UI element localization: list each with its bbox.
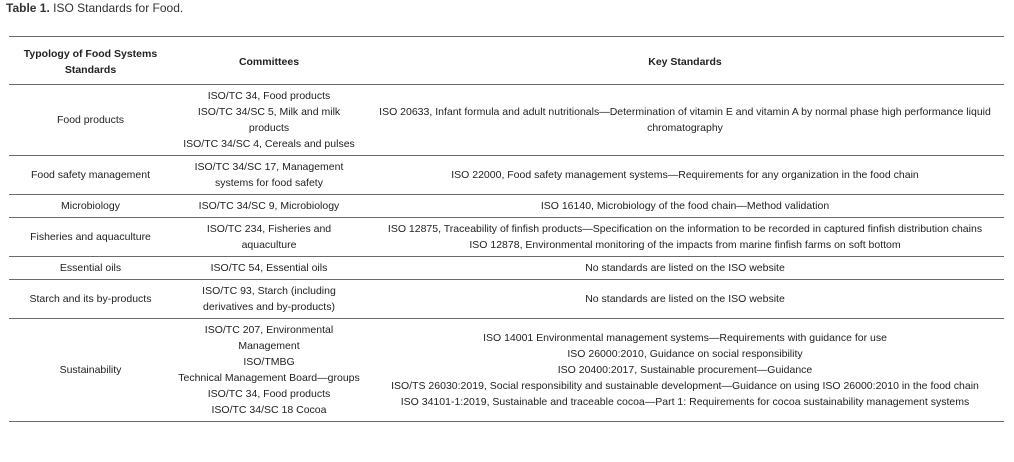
table-row [9,195,1004,218]
standard-line: ISO 14001 Environmental management systems—Requirements with guidance for use [483,332,887,344]
committee-line: ISO/TC 34/SC 4, Cereals and pulses [183,138,355,150]
typology-cell: Food products [9,85,172,156]
standard-line: No standards are listed on the ISO website [585,262,785,274]
committee-line: ISO/TC 207, Environmental Management [204,324,334,352]
standard-line: ISO/TS 26030:2019, Social responsibility and sustainable development—Guidance on using ISO 26000:2010 in the food chain [391,380,979,392]
committees-cell [172,319,366,422]
table-row [9,280,1004,319]
key-standards-cell [366,280,1004,319]
standard-line: ISO 34101-1:2019, Sustainable and traceable cocoa—Part 1: Requirements for cocoa sustainability management systems [400,396,970,408]
standard-line: No standards are listed on the ISO website [585,293,785,305]
standard-line: ISO 22000, Food safety management systems—Requirements for any organization in the food chain [451,169,919,181]
committee-line: ISO/TC 54, Essential oils [210,262,328,274]
table-row [9,257,1004,280]
typology-cell: Sustainability [9,319,172,422]
standard-line: ISO 12875, Traceability of finfish products—Specification on the information to be recorded in captured finfish distribution chains [387,223,983,235]
committee-line: ISO/TC 34/SC 17, Management systems for food safety [194,161,344,189]
standard-line: ISO 20400:2017, Sustainable procurement—Guidance [557,364,813,376]
standard-line: ISO 16140, Microbiology of the food chain—Method validation [540,200,830,212]
typology-cell: Starch and its by-products [9,280,172,319]
key-standards-cell [366,156,1004,195]
committee-line: ISO/TC 34/SC 9, Microbiology [198,200,340,212]
standard-line: ISO 26000:2010, Guidance on social responsibility [567,348,803,360]
typology-cell: Essential oils [9,257,172,280]
table-row [9,156,1004,195]
header-key-standards: Key Standards [366,37,1004,85]
standard-line: ISO 20633, Infant formula and adult nutritionals—Determination of vitamin E and vitamin A by normal phase high performance liquid chromatography [379,106,991,134]
typology-cell: Microbiology [9,195,172,218]
committees-cell [172,156,366,195]
committees-cell [172,195,366,218]
table-header-row [9,37,1004,85]
iso-standards-table [9,36,1004,422]
committees-cell [172,85,366,156]
committee-line: ISO/TC 34/SC 5, Milk and milk products [197,106,341,134]
standard-line: ISO 12878, Environmental monitoring of the impacts from marine finfish farms on soft bottom [469,239,901,251]
committee-line: ISO/TC 234, Fisheries and aquaculture [206,223,332,251]
table-row [9,218,1004,257]
committee-line: Technical Management Board—groups [178,372,360,384]
key-standards-cell [366,195,1004,218]
table-row [9,319,1004,422]
committees-cell [172,280,366,319]
key-standards-cell [366,85,1004,156]
table-caption-text: ISO Standards for Food. [53,1,184,15]
committee-line: ISO/TC 34, Food products [207,388,331,400]
committee-line: ISO/TC 93, Starch (including derivatives and by-products) [202,285,336,313]
committees-cell [172,257,366,280]
key-standards-cell [366,319,1004,422]
table-caption-label: Table 1. [6,1,50,15]
typology-cell: Fisheries and aquaculture [9,218,172,257]
header-committees: Committees [172,37,366,85]
committees-cell [172,218,366,257]
committee-line: ISO/TC 34/SC 18 Cocoa [211,404,327,416]
table-caption [6,1,183,16]
key-standards-cell [366,257,1004,280]
table-row [9,85,1004,156]
committee-line: ISO/TMBG [243,356,295,368]
header-typology: Typology of Food Systems Standards [9,37,172,85]
typology-cell: Food safety management [9,156,172,195]
key-standards-cell [366,218,1004,257]
committee-line: ISO/TC 34, Food products [207,90,331,102]
